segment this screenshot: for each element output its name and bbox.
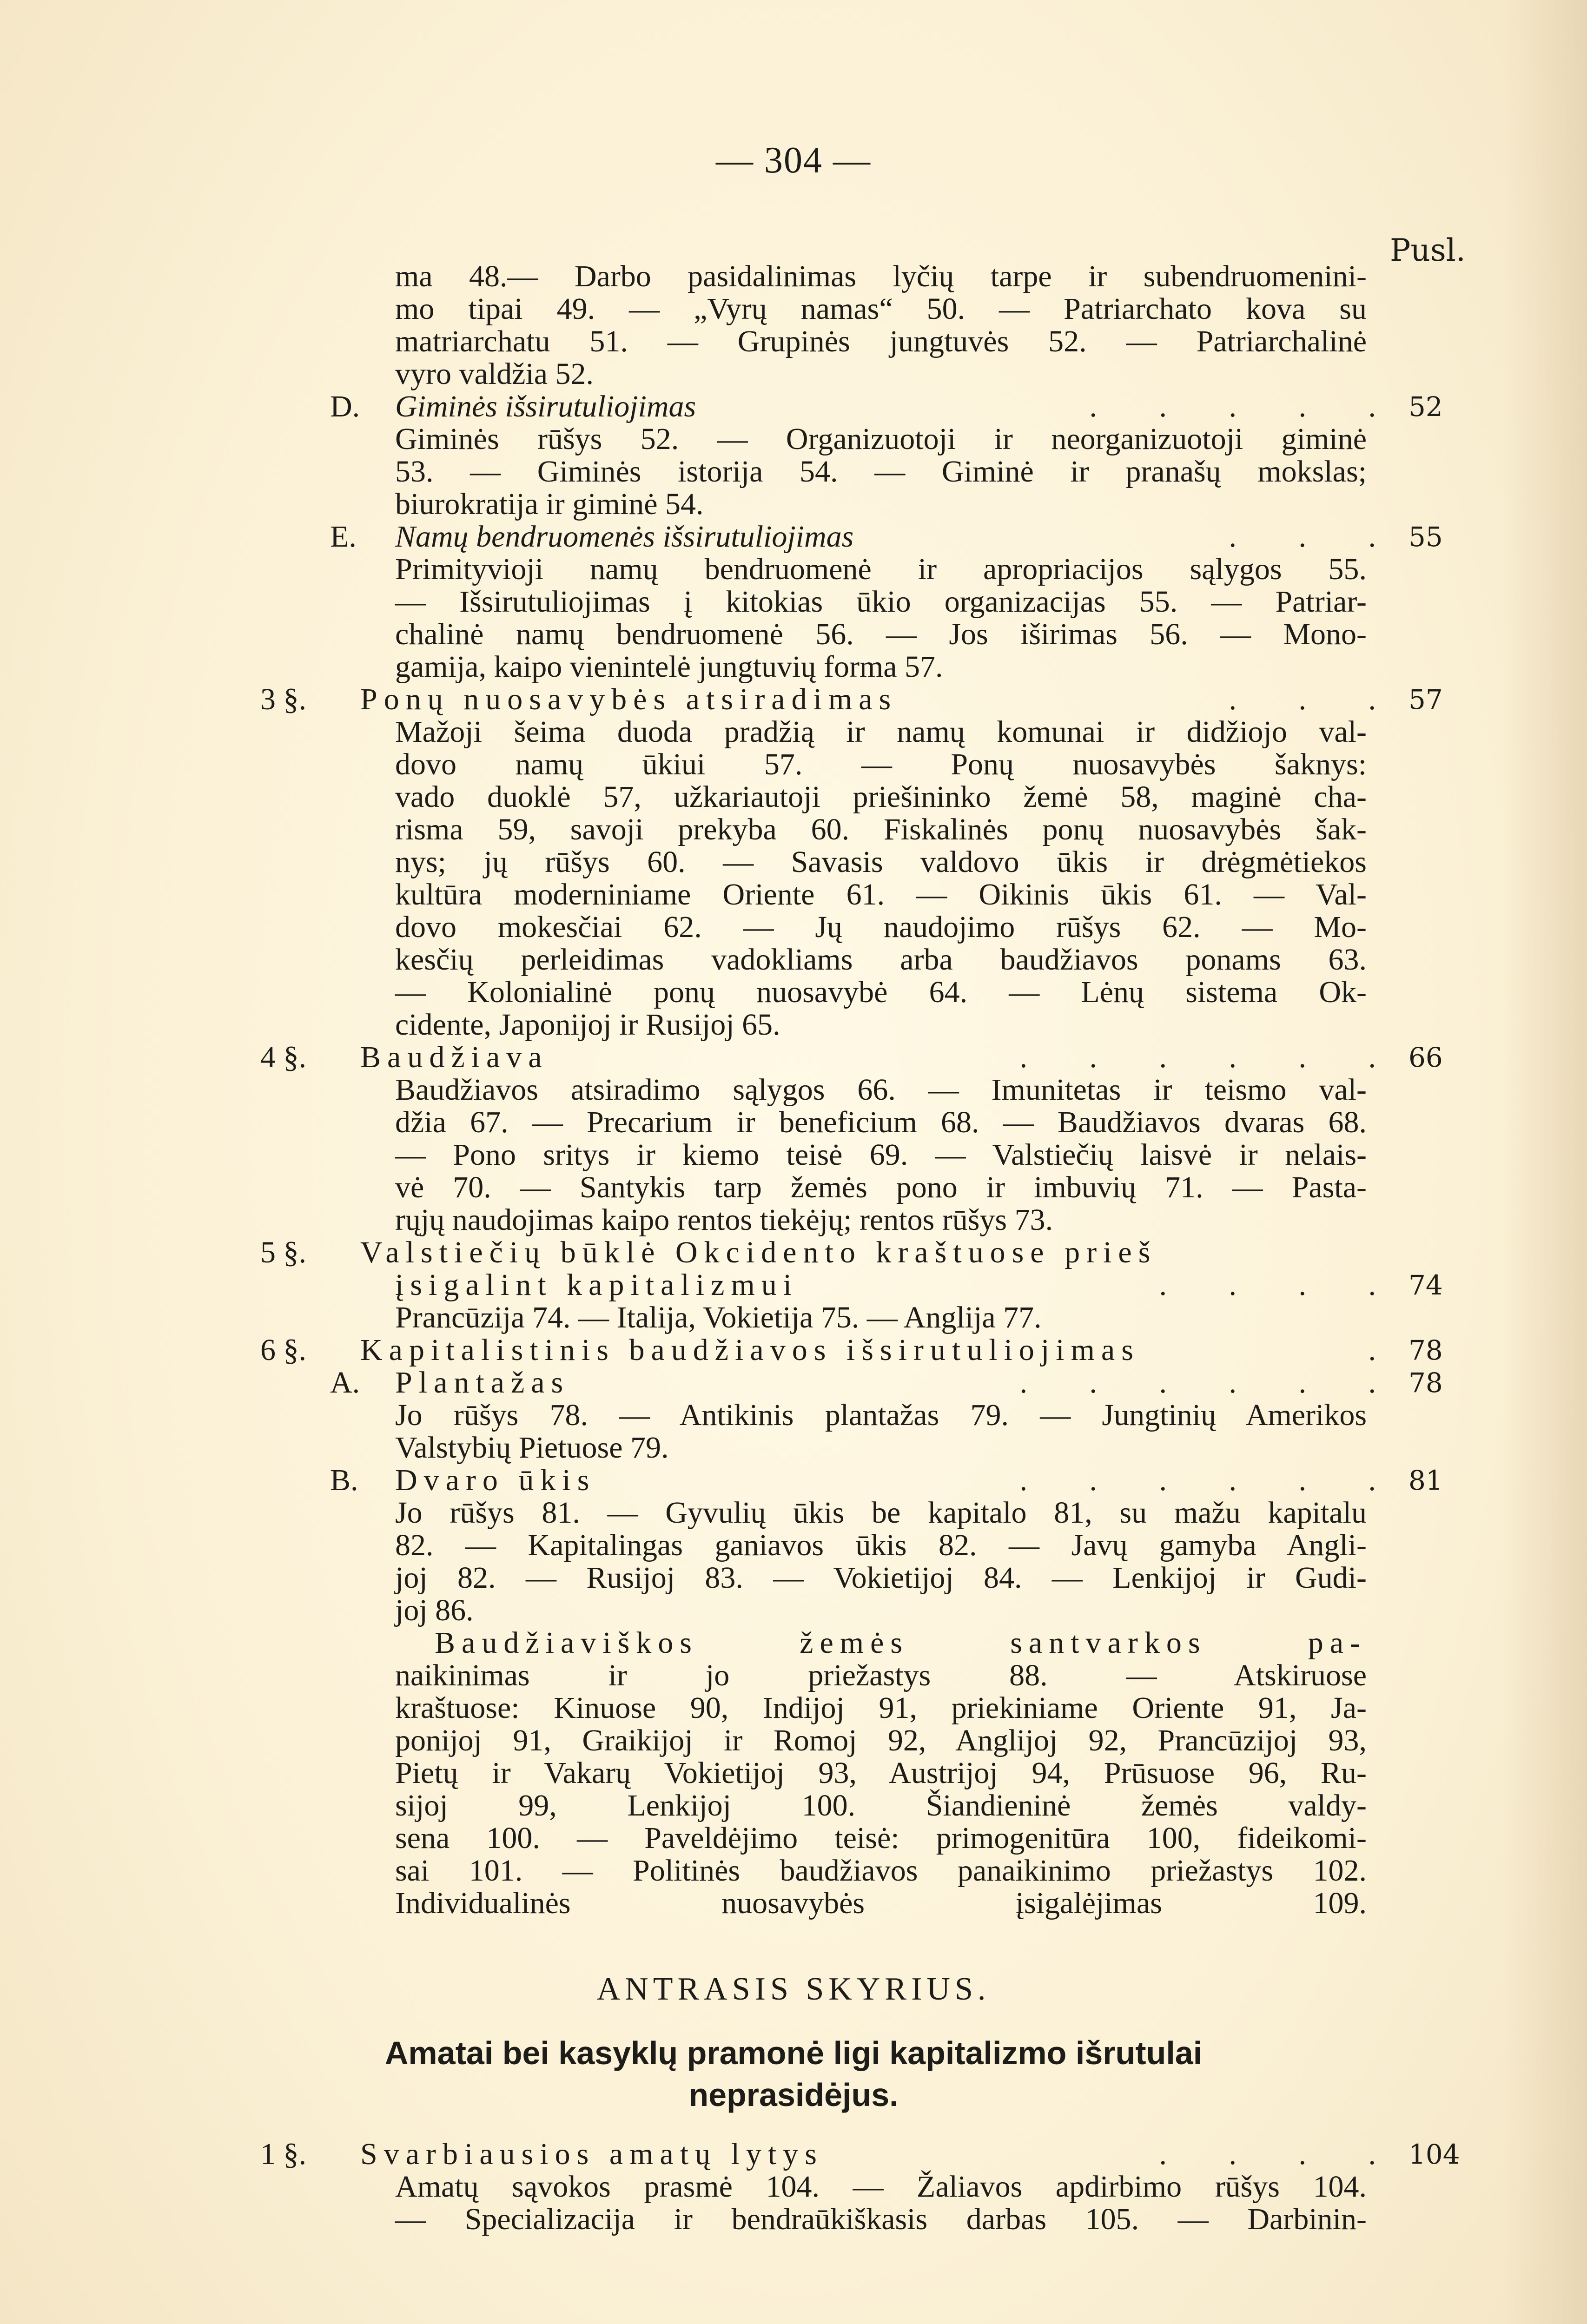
page-reference[interactable]: 52 (1408, 391, 1443, 423)
toc-row (0, 553, 1587, 586)
toc-row (0, 358, 1587, 390)
toc-entry-text: — Pono sritys ir kiemo teisė 69. — Valstiečių laisvė ir nelais- (395, 1138, 1367, 1172)
section-number: 4 §. (260, 1040, 306, 1074)
toc-row (0, 1106, 1587, 1139)
toc-entry-text: Individualinės nuosavybės įsigalėjimas 109. (395, 1886, 1367, 1920)
page-reference[interactable]: 55 (1408, 521, 1443, 553)
subsection-letter: D. (330, 390, 360, 423)
toc-entry-text: Jo rūšys 81. — Gyvulių ūkis be kapitalo 81, su mažu kapitalu (395, 1496, 1367, 1530)
toc-row (0, 1855, 1587, 1887)
leader-dots: . . . (1229, 682, 1376, 716)
toc-heading-link[interactable]: įsigalint kapitalizmui (395, 1268, 799, 1302)
leader-dots: . . . . (1159, 2137, 1376, 2171)
toc-row (0, 586, 1587, 618)
toc-entry-text: vyro valdžia 52. (395, 357, 594, 391)
toc-entry-text: dovo mokesčiai 62. — Jų naudojimo rūšys 62. — Mo- (395, 910, 1367, 944)
toc-entry-text: mo tipai 49. — „Vyrų namas“ 50. — Patriarchato kova su (395, 292, 1367, 326)
leader-dots: . . . (1229, 520, 1376, 554)
toc-row (0, 1529, 1587, 1562)
page-reference[interactable]: 66 (1408, 1042, 1443, 1073)
toc-row (0, 1789, 1587, 1822)
toc-heading-link[interactable]: Ponų nuosavybės atsiradimas (360, 682, 898, 716)
toc-heading-link[interactable]: Giminės išsirutuliojimas (395, 390, 696, 423)
toc-row (0, 1887, 1587, 1920)
leader-dots: . . . . . . (1019, 1040, 1376, 1074)
toc-entry-text: džia 67. — Precarium ir beneficium 68. — Baudžiavos dvaras 68. (395, 1105, 1367, 1139)
toc-row (0, 1497, 1587, 1529)
toc-row (0, 488, 1587, 521)
toc-row (0, 325, 1587, 358)
toc-row (0, 618, 1587, 651)
page-reference[interactable]: 78 (1408, 1334, 1443, 1366)
toc-entry-text: Giminės rūšys 52. — Organizuotoji ir neorganizuotoji giminė (395, 422, 1367, 456)
toc-entry-text: sena 100. — Paveldėjimo teisė: primogenitūra 100, fideikomi- (395, 1821, 1367, 1855)
toc-entry-text: — Kolonialinė ponų nuosavybė 64. — Lėnų sistema Ok- (395, 975, 1367, 1009)
toc-row (0, 813, 1587, 846)
toc-entry-text: Mažoji šeima duoda pradžią ir namų komunai ir didžiojo val- (395, 715, 1367, 749)
toc-row (0, 1822, 1587, 1855)
toc-heading-link[interactable]: Baudžiava (360, 1040, 549, 1074)
toc-heading-link[interactable]: Dvaro ūkis (395, 1463, 596, 1497)
toc-row (0, 1399, 1587, 1432)
toc-entry-text: kultūra moderniniame Oriente 61. — Oikinis ūkis 61. — Val- (395, 878, 1367, 911)
toc-row (0, 1301, 1587, 1334)
toc-row (0, 976, 1587, 1009)
toc-row (0, 423, 1587, 456)
toc-row (0, 1464, 1587, 1497)
toc-row (0, 781, 1587, 813)
page-reference[interactable]: 81 (1408, 1465, 1443, 1496)
toc-row (0, 2138, 1587, 2171)
toc-row (0, 1204, 1587, 1236)
toc-entry-text: Primityvioji namų bendruomenė ir apropriacijos sąlygos 55. (395, 552, 1367, 586)
page-number: — 304 — (716, 140, 871, 181)
toc-row (0, 878, 1587, 911)
section-number: 1 §. (260, 2137, 306, 2171)
toc-entry-text: 82. — Kapitalingas ganiavos ūkis 82. — Javų gamyba Angli- (395, 1528, 1367, 1562)
toc-entry-text: matriarchatu 51. — Grupinės jungtuvės 52. — Patriarchalinė (395, 324, 1367, 358)
toc-entry-text: Valstybių Pietuose 79. (395, 1431, 669, 1465)
toc-row (0, 521, 1587, 553)
subsection-letter: A. (330, 1366, 360, 1400)
toc-row (0, 1009, 1587, 1041)
table-of-contents (0, 260, 1587, 1920)
page-reference[interactable]: 104 (1408, 2139, 1460, 2170)
leader-dots: . (1368, 1333, 1376, 1367)
toc-entry-text: naikinimas ir jo priežastys 88. — Atskiruose (395, 1658, 1367, 1692)
subsection-letter: E. (330, 520, 357, 554)
toc-row (0, 260, 1587, 293)
toc-row (0, 651, 1587, 683)
leader-dots: . . . . (1159, 1268, 1376, 1302)
toc-heading-link[interactable]: Kapitalistinis baudžiavos išsirutuliojimas (360, 1333, 1140, 1367)
toc-entry-text: kraštuose: Kinuose 90, Indijoj 91, priekiniame Oriente 91, Ja- (395, 1691, 1367, 1725)
toc-entry-text: dovo namų ūkiui 57. — Ponų nuosavybės šaknys: (395, 747, 1367, 781)
toc-row (0, 2203, 1587, 2236)
toc-entry-text: Baudžiavos atsiradimo sąlygos 66. — Imunitetas ir teismo val- (395, 1073, 1367, 1107)
toc-entry-text: biurokratija ir giminė 54. (395, 487, 704, 521)
toc-entry-text: nys; jų rūšys 60. — Savasis valdovo ūkis ir drėgmėtiekos (395, 845, 1367, 879)
toc-entry-text: rųjų naudojimas kaipo rentos tiekėjų; rentos rūšys 73. (395, 1203, 1053, 1237)
toc-entry-text: Amatų sąvokos prasmė 104. — Žaliavos apdirbimo rūšys 104. (395, 2170, 1367, 2204)
toc-row (0, 846, 1587, 878)
page-column-header: Pusl. (1390, 232, 1466, 268)
section-number: 6 §. (260, 1333, 306, 1367)
toc-entry-text: chalinė namų bendruomenė 56. — Jos iširimas 56. — Mono- (395, 617, 1367, 651)
toc-row (0, 1627, 1587, 1659)
toc-entry-text: ponijoj 91, Graikijoj ir Romoj 92, Anglijoj 92, Prancūzijoj 93, (395, 1723, 1367, 1757)
toc-entry-text: risma 59, savoji prekyba 60. Fiskalinės ponų nuosavybės šak- (395, 812, 1367, 846)
toc-entry-text: — Išsirutuliojimas į kitokias ūkio organizacijas 55. — Patriar- (395, 585, 1367, 619)
toc-row (0, 1659, 1587, 1692)
toc-row (0, 1139, 1587, 1171)
toc-entry-text: Prancūzija 74. — Italija, Vokietija 75. — Anglija 77. (395, 1301, 1042, 1334)
toc-row (0, 1074, 1587, 1106)
toc-heading-link[interactable]: Namų bendruomenės išsirutuliojimas (395, 520, 854, 554)
toc-row (0, 1236, 1587, 1269)
toc-entry-text: sai 101. — Politinės baudžiavos panaikinimo priežastys 102. (395, 1854, 1367, 1888)
toc-row (0, 1757, 1587, 1789)
toc-entry-text: cidente, Japonijoj ir Rusijoj 65. (395, 1008, 780, 1042)
leader-dots: . . . . . . (1019, 1366, 1376, 1400)
toc-entry-text: joj 86. (395, 1593, 474, 1627)
toc-row (0, 1269, 1587, 1301)
toc-row (0, 390, 1587, 423)
toc-entry-text: ma 48.— Darbo pasidalinimas lyčių tarpe ir subendruomenini- (395, 259, 1367, 293)
toc-row (0, 1171, 1587, 1204)
toc-row (0, 1692, 1587, 1724)
toc-row (0, 456, 1587, 488)
leader-dots: . . . . . . (1019, 1463, 1376, 1497)
table-of-contents-chapter-2 (0, 2138, 1587, 2236)
leader-dots: . . . . . (1089, 390, 1376, 423)
subsection-letter: B. (330, 1463, 358, 1497)
page-reference[interactable]: 78 (1408, 1367, 1443, 1399)
toc-row (0, 1432, 1587, 1464)
toc-entry-text: kesčių perleidimas vadokliams arba baudžiavos ponams 63. (395, 943, 1367, 977)
toc-entry-text: Pietų ir Vakarų Vokietijoj 93, Austrijoj 94, Prūsuose 96, Ru- (395, 1756, 1367, 1790)
toc-entry-text: joj 82. — Rusijoj 83. — Vokietijoj 84. — Lenkijoj ir Gudi- (395, 1561, 1367, 1595)
chapter-title-line-1: Amatai bei kasyklų pramonė ligi kapitalizmo išrutulai (384, 2035, 1203, 2071)
toc-heading-link[interactable]: Plantažas (395, 1366, 570, 1400)
toc-row (0, 716, 1587, 748)
toc-row (0, 1594, 1587, 1627)
chapter-label: ANTRASIS SKYRIUS. (596, 1971, 991, 2007)
toc-entry-text: 53. — Giminės istorija 54. — Giminė ir pranašų mokslas; (395, 455, 1367, 489)
toc-row (0, 748, 1587, 781)
toc-entry-text: sijoj 99, Lenkijoj 100. Šiandieninė žemės valdy- (395, 1789, 1367, 1822)
toc-entry-text: vė 70. — Santykis tarp žemės pono ir imbuvių 71. — Pasta- (395, 1170, 1367, 1204)
toc-row (0, 2171, 1587, 2203)
page-reference[interactable]: 57 (1408, 684, 1443, 715)
chapter-title-line-2: neprasidėjus. (688, 2077, 899, 2113)
toc-entry-text: gamija, kaipo vienintelė jungtuvių forma 57. (395, 650, 943, 684)
toc-heading-link[interactable]: Valstiečių būklė Okcidento kraštuose prieš (360, 1235, 1157, 1269)
toc-entry-text: Jo rūšys 78. — Antikinis plantažas 79. — Jungtinių Amerikos (395, 1398, 1367, 1432)
section-number: 3 §. (260, 682, 306, 716)
toc-row (0, 1724, 1587, 1757)
section-number: 5 §. (260, 1235, 306, 1269)
toc-entry-text: — Specializacija ir bendraūkiškasis darbas 105. — Darbinin- (395, 2202, 1367, 2236)
toc-row (0, 1367, 1587, 1399)
toc-row (0, 1334, 1587, 1367)
toc-row (0, 293, 1587, 325)
toc-entry-text: vado duoklė 57, užkariautoji priešininko žemė 58, maginė cha- (395, 780, 1367, 814)
toc-row (0, 1562, 1587, 1594)
toc-row (0, 1041, 1587, 1074)
toc-row (0, 683, 1587, 716)
page-reference[interactable]: 74 (1408, 1269, 1443, 1301)
toc-entry-text: Baudžiaviškos žemės santvarkos pa- (435, 1626, 1367, 1660)
toc-row (0, 944, 1587, 976)
toc-row (0, 911, 1587, 944)
toc-heading-link[interactable]: Svarbiausios amatų lytys (360, 2137, 823, 2171)
